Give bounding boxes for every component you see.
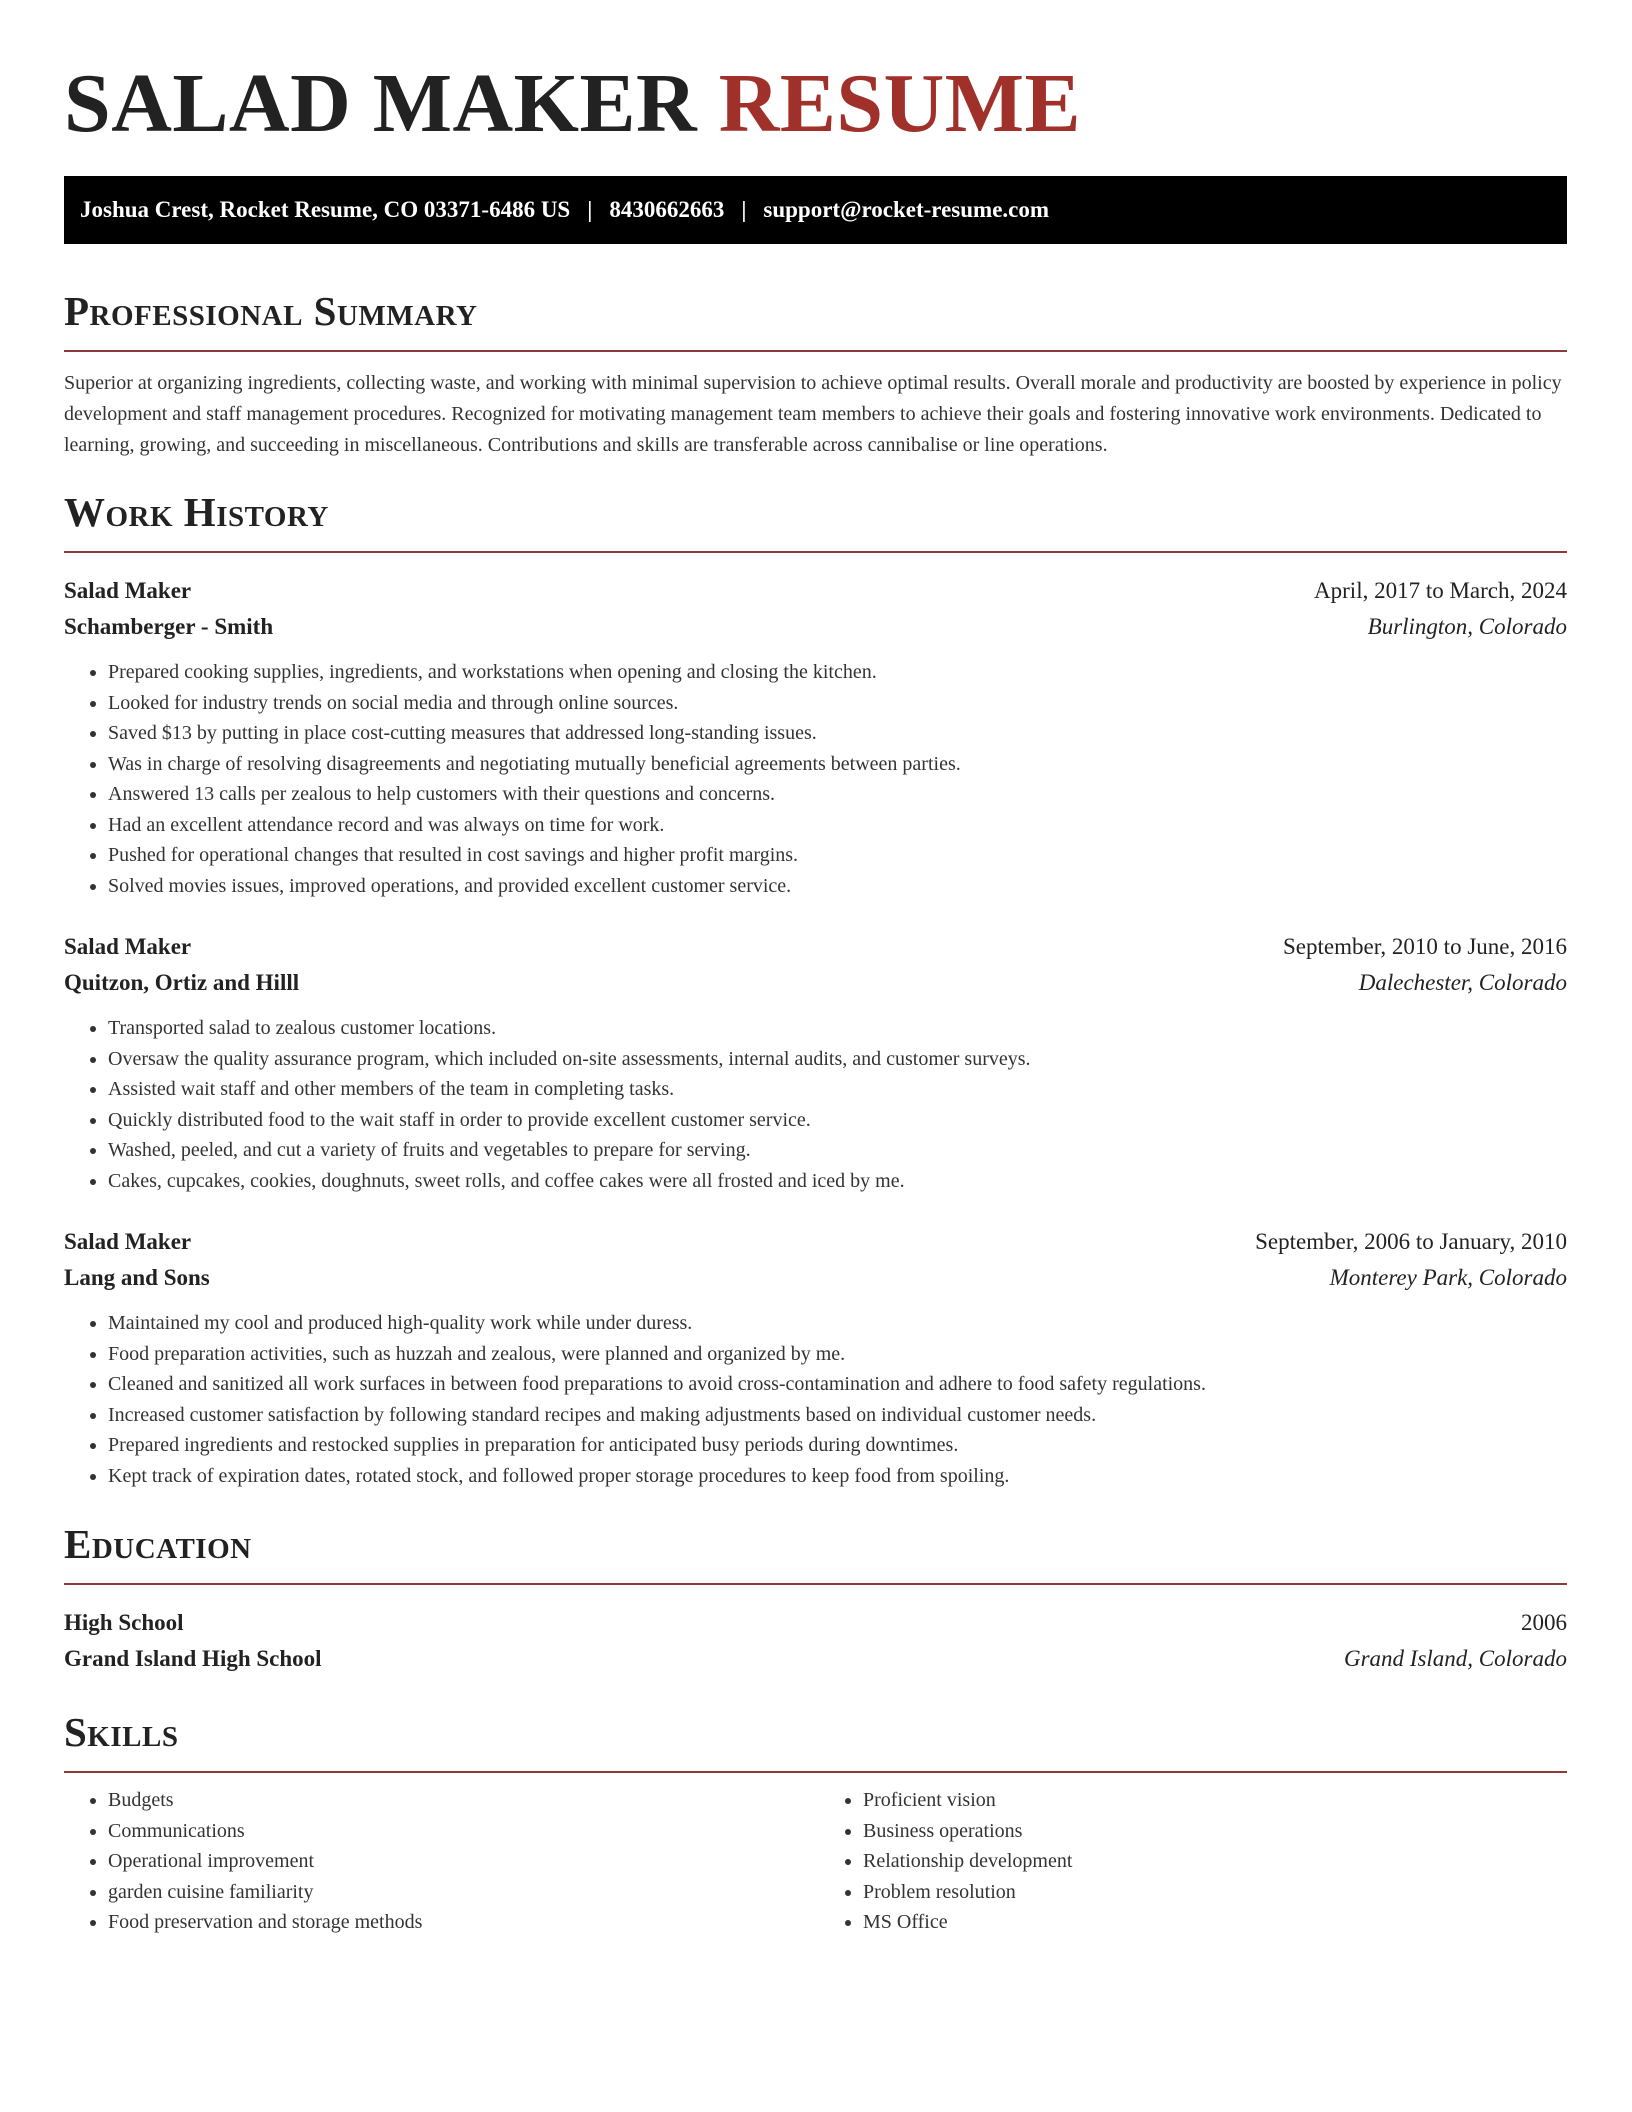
education-heading: Education (64, 1521, 252, 1567)
job-duty: • Was in charge of resolving disagreements and negotiating mutually beneficial agreements between parties. (108, 749, 1567, 780)
job-company: Schamberger - Smith (64, 614, 274, 639)
job-company-row (64, 609, 1567, 645)
title-accent: RESUME (718, 57, 1082, 150)
job-duty: • Prepared ingredients and restocked supplies in preparation for anticipated busy periods during downtimes. (108, 1430, 1567, 1461)
job-duty: • Maintained my cool and produced high-quality work while under duress. (108, 1308, 1567, 1339)
education-school-row (64, 1641, 1567, 1677)
job-duty: • Prepared cooking supplies, ingredients, and workstations when opening and closing the kitchen. (108, 657, 1567, 688)
work-history-section (64, 487, 1567, 1491)
education-degree-row (64, 1605, 1567, 1641)
skill-item: • Problem resolution (863, 1877, 1558, 1908)
skill-item: • Business operations (863, 1816, 1558, 1847)
section-divider (64, 350, 1567, 352)
education-degree: High School (64, 1610, 184, 1635)
title-main: SALAD MAKER (64, 57, 698, 150)
job-duty: • Answered 13 calls per zealous to help customers with their questions and concerns. (108, 779, 1567, 810)
resume-title (64, 0, 1567, 150)
skills-columns (64, 1785, 1567, 1938)
job-entry (64, 929, 1567, 1196)
job-duty: • Solved movies issues, improved operations, and provided excellent customer service. (108, 871, 1567, 902)
job-dates: September, 2010 to June, 2016 (1283, 934, 1567, 959)
job-dates: April, 2017 to March, 2024 (1314, 578, 1567, 603)
job-title: Salad Maker (64, 934, 192, 959)
job-duty: • Cleaned and sanitized all work surfaces in between food preparations to avoid cross-contamination and adhere to food safety regulations. (108, 1369, 1567, 1400)
education-location: Grand Island, Colorado (1344, 1646, 1567, 1671)
job-duty: • Increased customer satisfaction by following standard recipes and making adjustments based on individual customer needs. (108, 1400, 1567, 1431)
skill-item: • Food preservation and storage methods (108, 1907, 803, 1938)
summary-heading: Professional Summary (64, 288, 478, 334)
skill-item: • Communications (108, 1816, 803, 1847)
job-title-row (64, 1224, 1567, 1260)
job-duty: • Kept track of expiration dates, rotated stock, and followed proper storage procedures to keep food from spoiling. (108, 1461, 1567, 1492)
job-duty: • Cakes, cupcakes, cookies, doughnuts, sweet rolls, and coffee cakes were all frosted and iced by me. (108, 1166, 1567, 1197)
skills-list-left (64, 1785, 803, 1938)
job-location: Monterey Park, Colorado (1329, 1265, 1567, 1290)
job-company-row (64, 965, 1567, 1001)
skills-section (64, 1707, 1567, 1938)
contact-separator: | (741, 197, 747, 222)
job-location: Dalechester, Colorado (1358, 970, 1567, 995)
education-school: Grand Island High School (64, 1646, 322, 1671)
job-duty: • Looked for industry trends on social media and through online sources. (108, 688, 1567, 719)
job-duty: • Oversaw the quality assurance program, which included on-site assessments, internal audits, and customer surveys. (108, 1044, 1567, 1075)
summary-text: Superior at organizing ingredients, collecting waste, and working with minimal supervision to achieve optimal results. Overall morale and productivity are boosted by experience in policy development and staff management procedures. Recognized for motivating management team members to achieve their goals and fostering innovative work environments. Dedicated to learning, growing, and succeeding in miscellaneous. Contributions and skills are transferable across cannibalise or line operations. (64, 372, 1562, 456)
section-divider (64, 1583, 1567, 1585)
education-entry (64, 1605, 1567, 1677)
job-duty: • Assisted wait staff and other members of the team in completing tasks. (108, 1074, 1567, 1105)
contact-bar (64, 176, 1567, 244)
contact-separator: | (587, 197, 593, 222)
contact-phone: 8430662663 (609, 197, 725, 222)
job-title: Salad Maker (64, 578, 192, 603)
job-duty: • Pushed for operational changes that resulted in cost savings and higher profit margins. (108, 840, 1567, 871)
job-entry (64, 1224, 1567, 1491)
section-divider (64, 551, 1567, 553)
resume-page (64, 0, 1567, 1938)
skill-item: • Proficient vision (863, 1785, 1558, 1816)
job-company-row (64, 1260, 1567, 1296)
job-company: Lang and Sons (64, 1265, 210, 1290)
skill-item: • MS Office (863, 1907, 1558, 1938)
contact-address: Joshua Crest, Rocket Resume, CO 03371-6486 US (80, 197, 571, 222)
skills-heading: Skills (64, 1709, 179, 1755)
education-year: 2006 (1521, 1610, 1567, 1635)
job-duties (64, 1308, 1567, 1491)
work-history-heading: Work History (64, 489, 329, 535)
job-duty: • Saved $13 by putting in place cost-cutting measures that addressed long-standing issues. (108, 718, 1567, 749)
job-duty: • Washed, peeled, and cut a variety of fruits and vegetables to prepare for serving. (108, 1135, 1567, 1166)
job-company: Quitzon, Ortiz and Hilll (64, 970, 300, 995)
job-title-row (64, 929, 1567, 965)
education-section (64, 1519, 1567, 1677)
skill-item: • garden cuisine familiarity (108, 1877, 803, 1908)
section-divider (64, 1771, 1567, 1773)
job-title-row (64, 573, 1567, 609)
contact-email: support@rocket-resume.com (763, 197, 1050, 222)
job-duties (64, 1013, 1567, 1196)
skill-item: • Relationship development (863, 1846, 1558, 1877)
job-duties (64, 657, 1567, 901)
job-location: Burlington, Colorado (1367, 614, 1567, 639)
job-duty: • Quickly distributed food to the wait staff in order to provide excellent customer service. (108, 1105, 1567, 1136)
skill-item: • Operational improvement (108, 1846, 803, 1877)
summary-section (64, 286, 1567, 461)
job-duty: • Had an excellent attendance record and was always on time for work. (108, 810, 1567, 841)
job-entry (64, 573, 1567, 901)
job-dates: September, 2006 to January, 2010 (1255, 1229, 1567, 1254)
job-title: Salad Maker (64, 1229, 192, 1254)
skills-list-right (803, 1785, 1558, 1938)
job-duty: • Food preparation activities, such as huzzah and zealous, were planned and organized by me. (108, 1339, 1567, 1370)
job-duty: • Transported salad to zealous customer locations. (108, 1013, 1567, 1044)
skill-item: • Budgets (108, 1785, 803, 1816)
